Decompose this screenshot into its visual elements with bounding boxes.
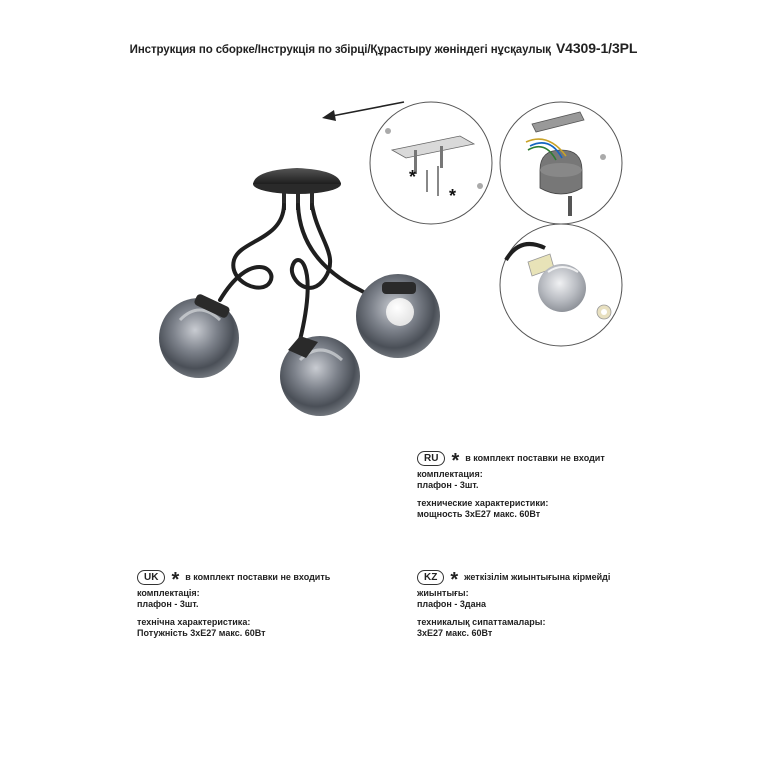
ru-badge: RU [417, 451, 445, 466]
uk-note: в комплект поставки не входить [185, 571, 331, 582]
ru-section [417, 450, 605, 520]
kz-note: жеткізілім жиынтығына кірмейді [464, 571, 611, 582]
uk-spec-value: Потужність 3хЕ27 макс. 60Вт [137, 628, 266, 638]
kz-spec-value: 3хЕ27 макс. 60Вт [417, 628, 493, 638]
uk-spec-label: технічна характеристика: [137, 617, 251, 627]
kz-set-value: плафон - 3дана [417, 599, 487, 609]
model-number: V4309-1/3PL [555, 40, 638, 56]
uk-badge: UK [137, 570, 165, 585]
ru-set-value: плафон - 3шт. [417, 480, 479, 490]
ru-note: в комплект поставки не входит [465, 452, 605, 463]
uk-section [137, 569, 330, 639]
svg-text:*: * [409, 167, 417, 187]
ru-set-label: комплектация: [417, 469, 483, 479]
detail-shade [500, 224, 622, 346]
detail-mounting-plate [370, 102, 492, 224]
detail-wiring [500, 102, 622, 224]
kz-set-label: жиынтығы: [417, 588, 469, 598]
kz-section [417, 569, 610, 639]
ru-spec-label: технические характеристики: [417, 498, 549, 508]
uk-set-value: плафон - 3шт. [137, 599, 199, 609]
kz-badge: KZ [417, 570, 444, 585]
uk-set-label: комплектація: [137, 588, 200, 598]
title-text: Инструкция по сборке/Інструкція по збірці/Құрастыру жөніндегі нұсқаулық [129, 44, 551, 56]
kz-asterisk: * [450, 569, 459, 591]
svg-text:*: * [449, 186, 457, 206]
ru-spec-value: мощность 3хЕ27 макс. 60Вт [417, 509, 541, 519]
uk-asterisk: * [171, 569, 180, 591]
kz-spec-label: техникалық сипаттамалары: [417, 617, 546, 627]
ru-asterisk: * [451, 450, 460, 472]
